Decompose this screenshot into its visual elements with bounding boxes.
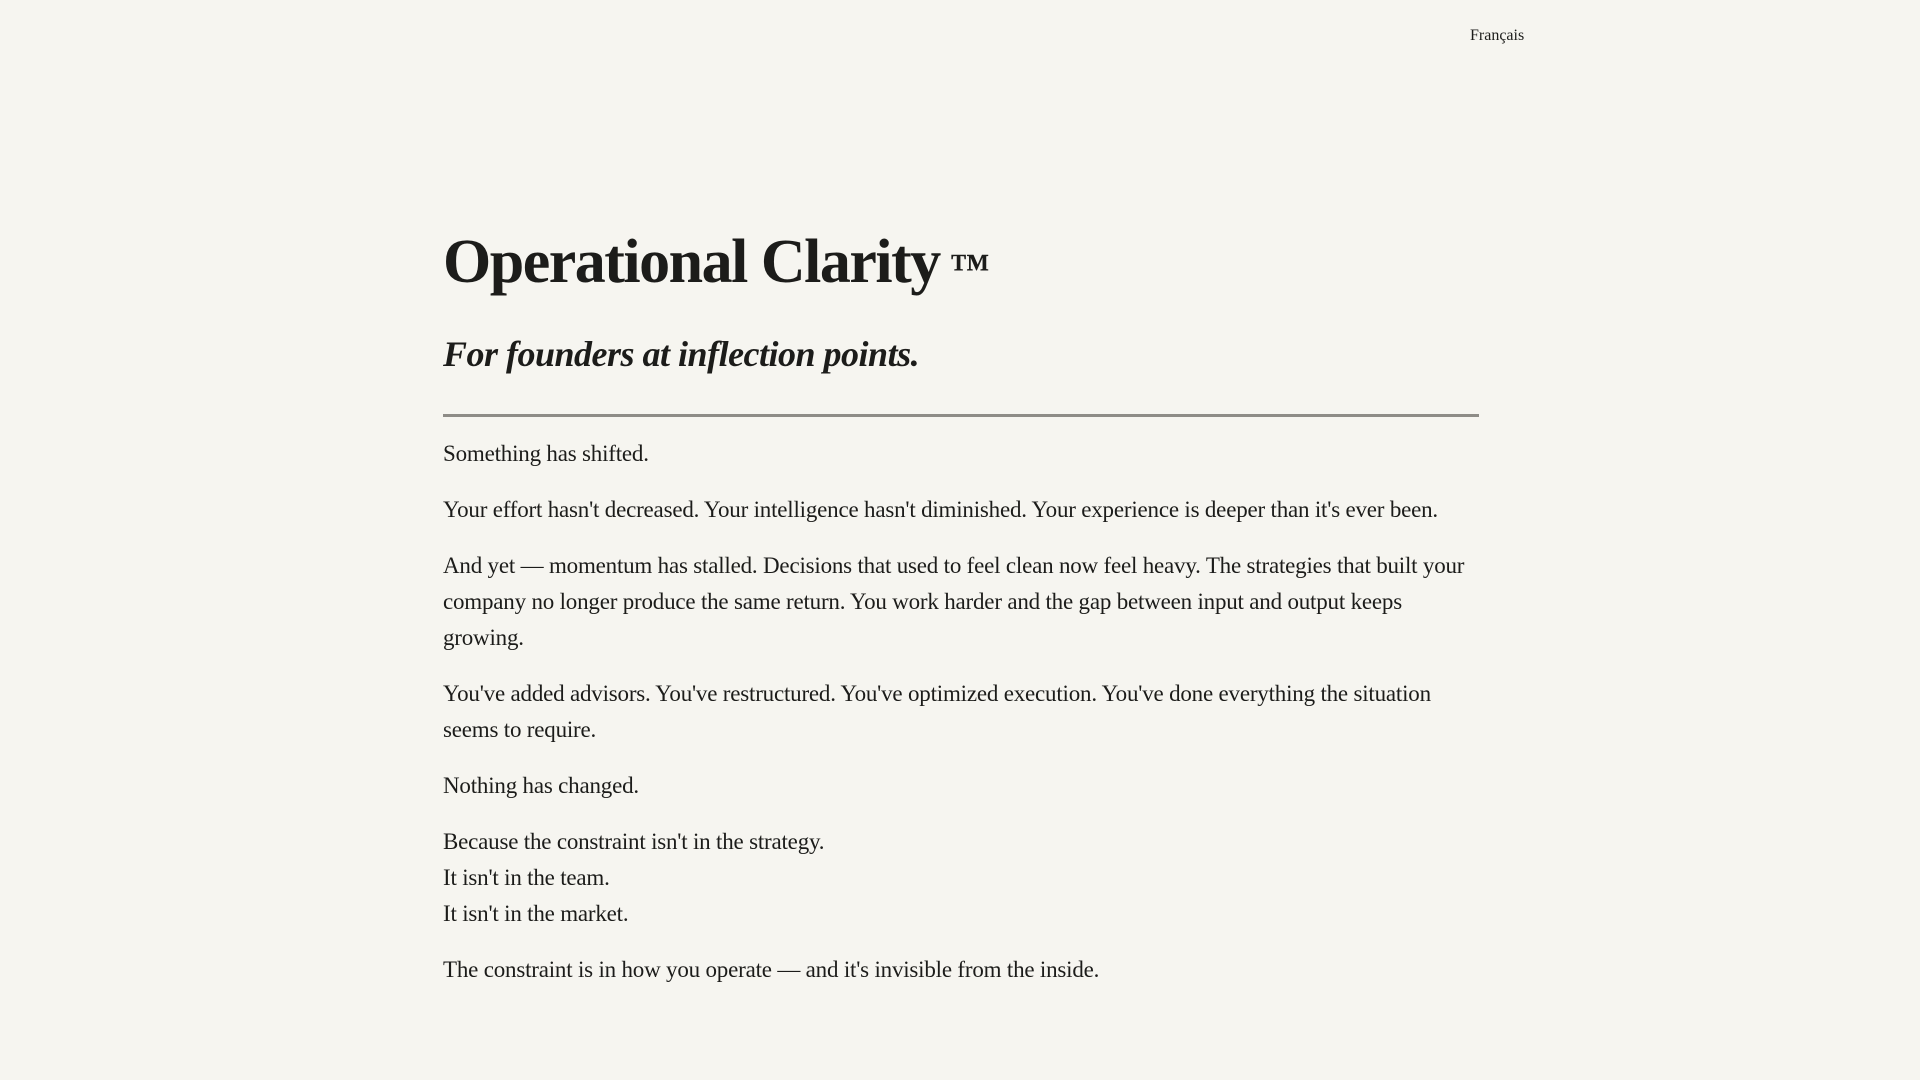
page-subtitle: For founders at inflection points. [443,334,920,374]
paragraph-momentum: And yet — momentum has stalled. Decisions that used to feel clean now feel heavy. The strategies that built your company no longer produce the same return. You work harder and the gap between input and output keeps growing. [443,553,1465,650]
language-switch-link[interactable]: Français [1470,27,1525,44]
body-text [443,436,1479,988]
page-title [443,222,1479,302]
trademark-symbol: ™ [949,245,990,290]
paragraph-advisors: You've added advisors. You've restructured. You've optimized execution. You've done everything the situation seems to require. [443,681,1431,742]
constraint-line-market: It isn't in the market. [443,901,629,926]
constraint-line-strategy: Because the constraint isn't in the strategy. [443,829,825,854]
page-title-text: Operational Clarity [443,228,940,296]
section-divider [443,414,1479,417]
paragraph-constraint-list [443,824,1479,932]
paragraph-closing: The constraint is in how you operate — and it's invisible from the inside. [443,957,1100,982]
paragraph-effort: Your effort hasn't decreased. Your intelligence hasn't diminished. Your experience is deeper than it's ever been. [443,497,1438,522]
main-content [443,222,1479,1008]
paragraph-shifted: Something has shifted. [443,441,649,466]
constraint-line-team: It isn't in the team. [443,865,610,890]
paragraph-nothing-changed: Nothing has changed. [443,773,639,798]
